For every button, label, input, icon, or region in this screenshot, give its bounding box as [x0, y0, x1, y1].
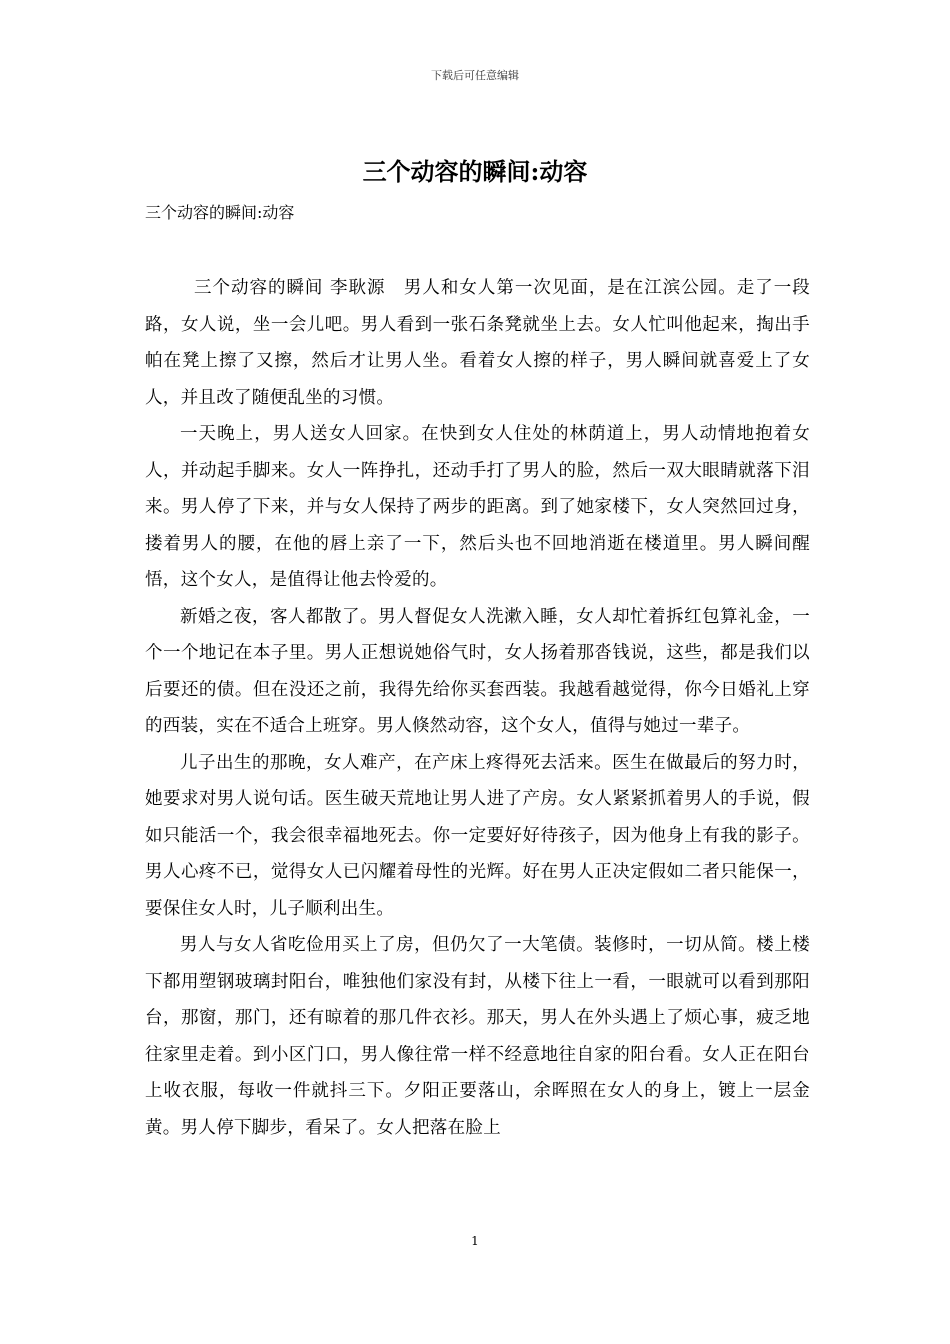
paragraph-1: 三个动容的瞬间 李耿源 男人和女人第一次见面，是在江滨公园。走了一段路，女人说，坐一会儿吧。男人看到一张石条凳就坐上去。女人忙叫他起来，掏出手帕在凳上擦了又擦，然后才让男人坐。看着女人擦的样子，男人瞬间就喜爱上了女人，并且改了随便乱坐的习惯。	[145, 278, 810, 408]
page-number: 1	[471, 1234, 479, 1248]
paragraph-5: 男人与女人省吃俭用买上了房，但仍欠了一大笔债。装修时，一切从简。楼上楼下都用塑钢玻璃封阳台，唯独他们家没有封，从楼下往上一看，一眼就可以看到那阳台，那窗，那门，还有晾着的那几件衣衫。那天，男人在外头遇上了烦心事，疲乏地往家里走着。到小区门口，男人像往常一样不经意地往自家的阳台看。女人正在阳台上收衣服，每收一件就抖三下。夕阳正要落山，余晖照在女人的身上，镀上一层金黄。男人停下脚步，看呆了。女人把落在脸上	[145, 935, 810, 1138]
paragraph-4: 儿子出生的那晚，女人难产，在产床上疼得死去活来。医生在做最后的努力时，她要求对男人说句话。医生破天荒地让男人进了产房。女人紧紧抓着男人的手说，假如只能活一个，我会很幸福地死去。你一定要好好待孩子，因为他身上有我的影子。男人心疼不已，觉得女人已闪耀着母性的光辉。好在男人正决定假如二者只能保一，要保住女人时，儿子顺利出生。	[145, 752, 810, 919]
article-body	[145, 270, 810, 1146]
document-subtitle: 三个动容的瞬间:动容	[145, 203, 295, 222]
header-note: 下载后可任意编辑	[431, 69, 519, 82]
paragraph-3: 新婚之夜，客人都散了。男人督促女人洗漱入睡，女人却忙着拆红包算礼金，一个一个地记在本子里。男人正想说她俗气时，女人扬着那沓钱说，这些，都是我们以后要还的债。但在没还之前，我得先给你买套西装。我越看越觉得，你今日婚礼上穿的西装，实在不适合上班穿。男人倏然动容，这个女人，值得与她过一辈子。	[145, 606, 810, 736]
document-title: 三个动容的瞬间:动容	[362, 157, 588, 186]
paragraph-2: 一天晚上，男人送女人回家。在快到女人住处的林荫道上，男人动情地抱着女人，并动起手脚来。女人一阵挣扎，还动手打了男人的脸，然后一双大眼睛就落下泪来。男人停了下来，并与女人保持了两步的距离。到了她家楼下，女人突然回过身，搂着男人的腰，在他的唇上亲了一下，然后头也不回地消逝在楼道里。男人瞬间醒悟，这个女人，是值得让他去怜爱的。	[145, 424, 810, 590]
